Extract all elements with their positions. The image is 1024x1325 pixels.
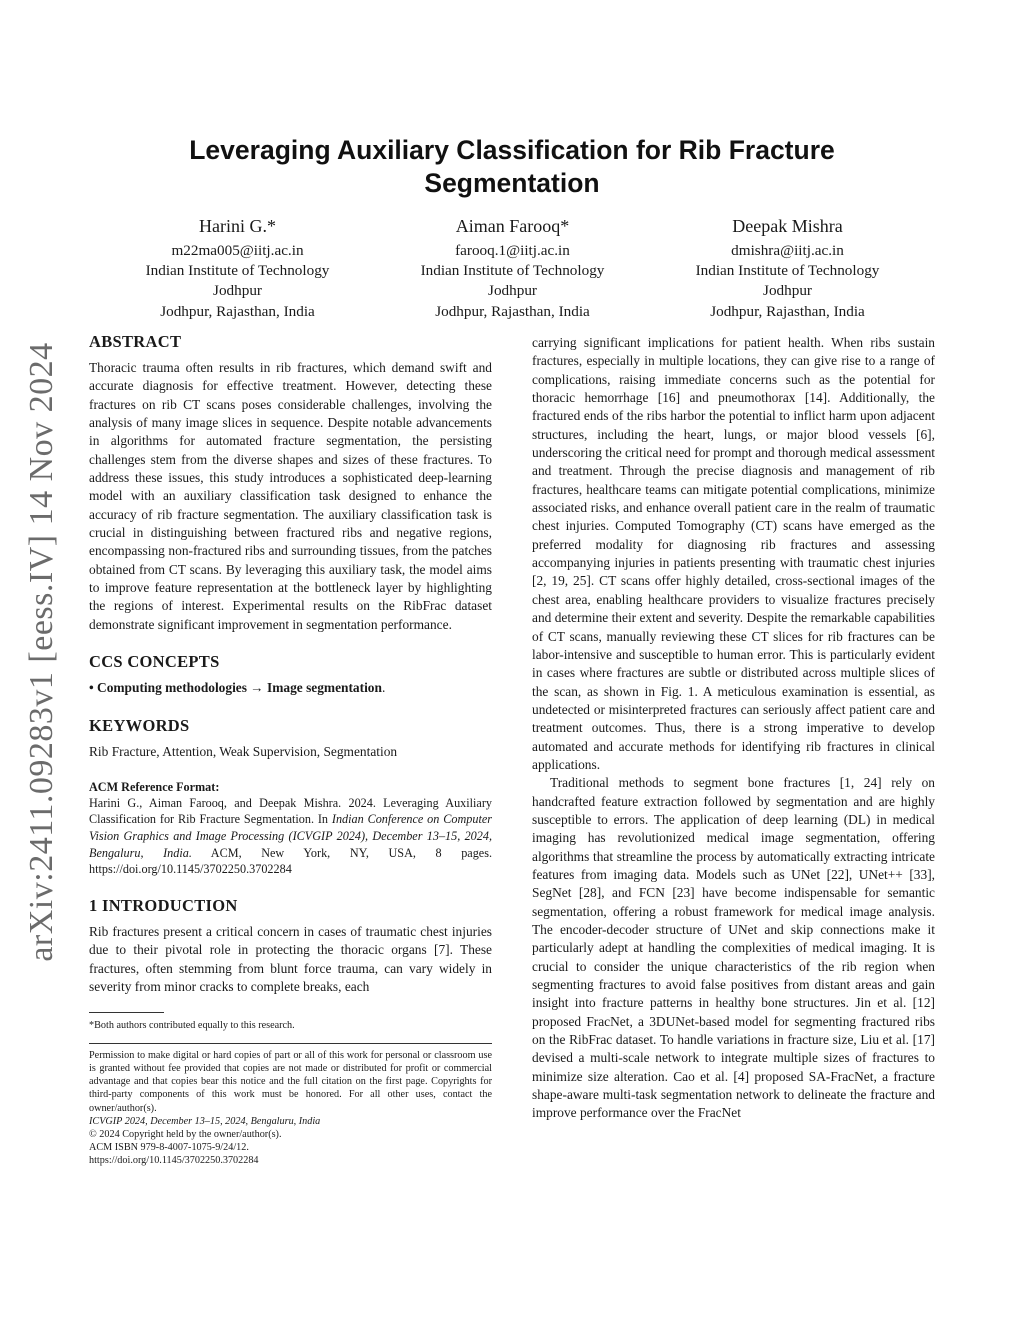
conference-info: ICVGIP 2024, December 13–15, 2024, Bengaluru, India bbox=[89, 1115, 321, 1127]
footnote-equal-contribution: *Both authors contributed equally to this research. bbox=[89, 1020, 295, 1032]
ccs-period: . bbox=[381, 680, 386, 696]
arxiv-identifier: arXiv:2411.09283v1 [eess.IV] 14 Nov 2024 bbox=[23, 342, 60, 962]
keywords-text: Rib Fracture, Attention, Weak Supervision, Segmentation bbox=[89, 743, 398, 759]
author-location: Jodhpur, Rajasthan, India bbox=[160, 302, 315, 320]
paper-title: Leveraging Auxiliary Classification for Rib Fracture Segmentation bbox=[189, 135, 835, 198]
author-affiliation-city: Jodhpur bbox=[213, 282, 262, 300]
right-column bbox=[532, 334, 935, 1123]
left-column bbox=[89, 332, 492, 1167]
author-name: Deepak Mishra bbox=[732, 216, 843, 236]
author-name: Aiman Farooq* bbox=[455, 216, 570, 236]
permission-notice: Permission to make digital or hard copies of part or all of this work for personal or classroom use is granted without fee provided that copies are not made or distributed for profit or commercial advantage and that copies bear this notice and the full citation on the first page. Copyrights for third-party components of this work must be honored. For all other uses, contact the owner/author(s). bbox=[89, 1050, 492, 1114]
introduction-paragraph-2: Traditional methods to segment bone fractures [1, 24] rely on handcrafted feature extraction followed by segmentation and are highly susceptible to errors. The application of deep learning (DL) in medical imaging has revolutionized medical image segmentation, offering algorithms that streamline the process by automatically extracting intricate features from imaging data. Models such as UNet [22], UNet++ [33], SegNet [28], and FCN [23] have become indispensable for semantic segmentation, offering a robust framework for medical image analysis. The encoder-decoder structure of UNet and skip connections make it particularly adept at handling the complexities of medical imaging. It is crucial to consider the unique characteristics of the rib region when segmenting fractures to avoid false positives from distant areas and gain insight into fracture patterns in healthy bone structures. Jin et al. [12] proposed FracNet, a 3DUNet-based model for segmenting fractured ribs on the RibFrac dataset. To handle variations in fracture size, Liu et al. [17] devised a multi-scale network to integrate multiple sizes of fractures to minimize size alteration. Cao et al. [4] proposed SA-FracNet, a fracture shape-aware multi-task segmentation network to delineate the fracture and improve performance over the FracNet bbox=[532, 775, 935, 1121]
isbn: ACM ISBN 979-8-4007-1075-9/24/12. bbox=[89, 1141, 249, 1153]
abstract-heading: ABSTRACT bbox=[89, 332, 182, 351]
ccs-heading: CCS CONCEPTS bbox=[89, 652, 220, 672]
author-email[interactable]: dmishra@iitj.ac.in bbox=[731, 242, 844, 259]
abstract-text: Thoracic trauma often results in rib fractures, which demand swift and accurate diagnosis for effective treatment. However, detecting these fractures on rib CT scans poses considerable challenges, involving the analysis of many image slices in sequence. Despite notable advancements in algorithms for automated fracture segmentation, the persisting challenges stem from the diverse shapes and sizes of these fractures. To address these issues, this study introduces a sophisticated deep-learning model with an auxiliary classification task designed to enhance the accuracy of rib fracture segmentation. The auxiliary classification task is crucial in distinguishing between fractured ribs and negative regions, encompassing non-fractured ribs and surrounding tissues, from the patches obtained from CT scans. By leveraging this auxiliary task, the model aims to improve feature representation at the bottleneck layer by highlighting the regions of interest. Experimental results on the RibFrac dataset demonstrate significant improvement in segmentation performance. bbox=[89, 360, 492, 632]
acm-reference-heading: ACM Reference Format: bbox=[89, 779, 220, 794]
acm-reference-venue: Indian Conference on Computer Vision Graphics and Image Processing (ICVGIP 2024), December 13–15, 2024, Bengaluru, India. bbox=[89, 812, 492, 860]
author-affiliation: Indian Institute of Technology bbox=[695, 262, 880, 280]
author-location: Jodhpur, Rajasthan, India bbox=[435, 302, 590, 320]
ccs-text bbox=[89, 679, 492, 697]
permission-divider bbox=[89, 1043, 492, 1044]
doi-link[interactable]: https://doi.org/10.1145/3702250.3702284 bbox=[89, 1154, 259, 1166]
acm-reference-publisher: ACM, New York, NY, USA, 8 pages. https://doi.org/10.1145/3702250.3702284 bbox=[89, 845, 492, 877]
copyright-notice: © 2024 Copyright held by the owner/author(s). bbox=[89, 1128, 282, 1140]
author-affiliation: Indian Institute of Technology bbox=[145, 262, 330, 280]
author-block bbox=[100, 214, 925, 322]
author-affiliation-city: Jodhpur bbox=[488, 282, 537, 300]
author-3 bbox=[650, 214, 925, 322]
publication-metadata bbox=[89, 1115, 492, 1167]
introduction-paragraph-1-continued: carrying significant implications for patient health. When ribs sustain fractures, especially in multiple locations, they can give rise to a range of complications, raising immediate concerns such as the potential for thoracic hemorrhage [16] and pneumothorax [14]. Additionally, the fractured ends of the ribs harbor the potential to inflict harm upon adjacent structures, including the heart, lungs, or major blood vessels [6], underscoring the critical need for prompt and thorough medical assessment and treatment. Through the precise diagnosis and management of rib fractures, healthcare teams can mitigate potential complications, minimize associated risks, and enhance overall patient care in the realm of traumatic chest injuries. Computed Tomography (CT) scans have emerged as the preferred modality for diagnosing rib fractures and assessing accompanying injuries in patients presenting with traumatic chest injuries [2, 19, 25]. CT scans offer highly detailed, cross-sectional images of the chest area, enabling healthcare providers to visualize fractures precisely and determine their extent and severity. Despite the remarkable capabilities of CT scans, manually reviewing these CT slices for rib fractures can be labor-intensive and susceptible to human error. This is particularly evident in cases where fractures are subtle or distributed across multiple slices of the scan, as shown in Fig. 1. A meticulous examination is essential, as undetected or misinterpreted fractures can seriously affect patient care and treatment outcomes. Thus, there is a strong imperative to develop automated and accurate methods for identifying rib fractures in clinical applications. bbox=[532, 335, 935, 772]
author-2 bbox=[375, 214, 650, 322]
author-email[interactable]: farooq.1@iitj.ac.in bbox=[455, 242, 570, 259]
acm-reference-authors: Harini G., Aiman Farooq, and Deepak Mishra. 2024. Leveraging Auxiliary Classification for Rib Fracture Segmentation. In bbox=[89, 795, 492, 827]
author-name: Harini G.* bbox=[199, 216, 276, 236]
author-location: Jodhpur, Rajasthan, India bbox=[710, 302, 865, 320]
footnote-divider bbox=[89, 1012, 164, 1013]
introduction-heading: 1 INTRODUCTION bbox=[89, 895, 238, 915]
author-email[interactable]: m22ma005@iitj.ac.in bbox=[171, 242, 304, 259]
keywords-heading: KEYWORDS bbox=[89, 715, 190, 735]
ccs-concept: • Computing methodologies → Image segmentation bbox=[89, 680, 382, 696]
introduction-paragraph-1: Rib fractures present a critical concern in cases of traumatic chest injuries due to their pivotal role in protecting the thoracic organs [7]. These fractures, often stemming from blunt force trauma, can vary widely in severity from minor cracks to complete breaks, each bbox=[89, 923, 492, 994]
author-affiliation: Indian Institute of Technology bbox=[420, 262, 605, 280]
acm-reference-text bbox=[89, 795, 492, 878]
author-1 bbox=[100, 214, 375, 322]
author-affiliation-city: Jodhpur bbox=[763, 282, 812, 300]
